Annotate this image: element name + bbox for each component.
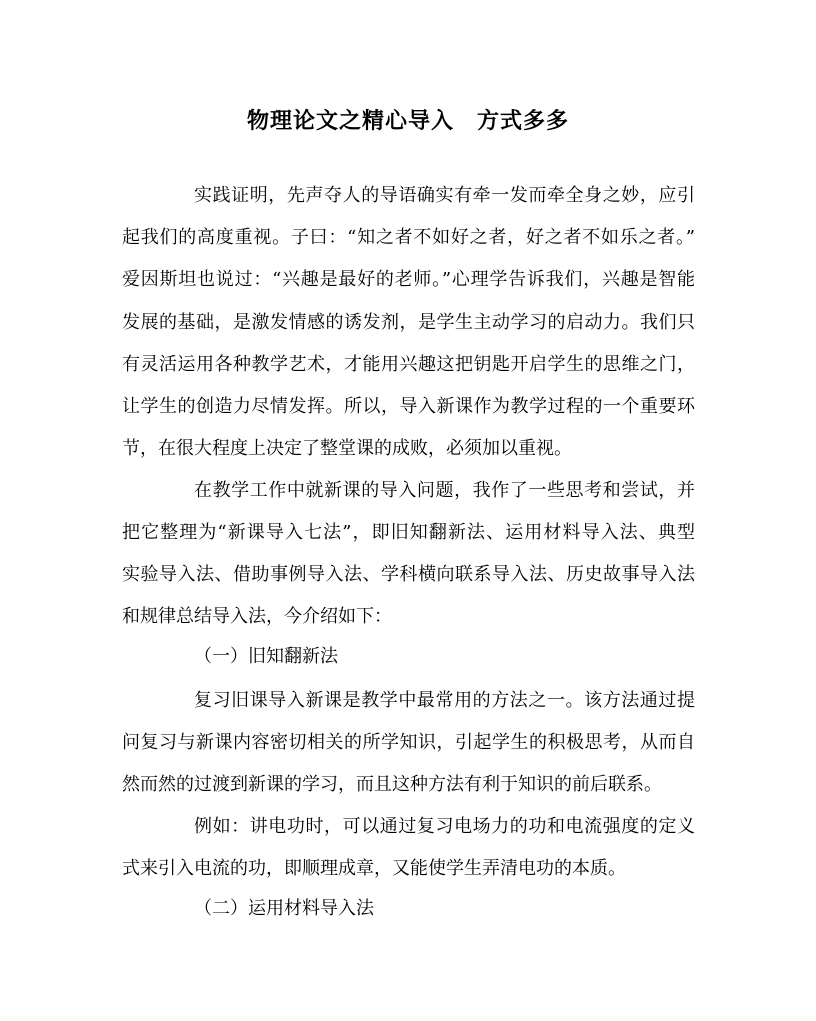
paragraph-1-line-2: 起我们的高度重视。子曰：“知之者不如好之者，好之者不如乐之者。” [122,227,695,248]
paragraph-4-line-2: 式来引入电流的功，即顺理成章，又能使学生弄清电功的本质。 [122,858,626,879]
paragraph-1-line-5: 有灵活运用各种教学艺术，才能用兴趣这把钥匙开启学生的思维之门， [122,354,695,375]
paragraph-1-line-4: 发展的基础，是激发情感的诱发剂，是学生主动学习的启动力。我们只 [122,312,695,333]
paragraph-2-line-3: 实验导入法、借助事例导入法、学科横向联系导入法、历史故事导入法 [122,564,695,585]
paragraph-2-line-4: 和规律总结导入法，今介绍如下： [122,606,392,627]
paragraph-1-line-6: 让学生的创造力尽情发挥。所以，导入新课作为教学过程的一个重要环 [122,396,695,417]
paragraph-1-line-7: 节，在很大程度上决定了整堂课的成败，必须加以重视。 [122,438,572,459]
paragraph-1-line-3: 爱因斯坦也说过：“兴趣是最好的老师。”心理学告诉我们，兴趣是智能 [122,269,695,290]
paragraph-1-line-1: 实践证明，先声夺人的导语确实有牵一发而牵全身之妙，应引 [194,185,695,206]
paragraph-2-line-2: 把它整理为“新课导入七法”，即旧知翻新法、运用材料导入法、典型 [122,522,695,543]
paragraph-3-line-1: 复习旧课导入新课是教学中最常用的方法之一。该方法通过提 [194,690,695,711]
paragraph-3-line-3: 然而然的过渡到新课的学习，而且这种方法有利于知识的前后联系。 [122,774,662,795]
document-title: 物理论文之精心导入 方式多多 [246,108,569,134]
paragraph-4-line-1: 例如：讲电功时，可以通过复习电场力的功和电流强度的定义 [194,816,695,837]
section-heading-2: （二）运用材料导入法 [194,898,374,919]
paragraph-2-line-1: 在教学工作中就新课的导入问题，我作了一些思考和尝试，并 [194,480,695,501]
paragraph-3-line-2: 问复习与新课内容密切相关的所学知识，引起学生的积极思考，从而自 [122,732,695,753]
section-heading-1: （一）旧知翻新法 [194,646,338,667]
